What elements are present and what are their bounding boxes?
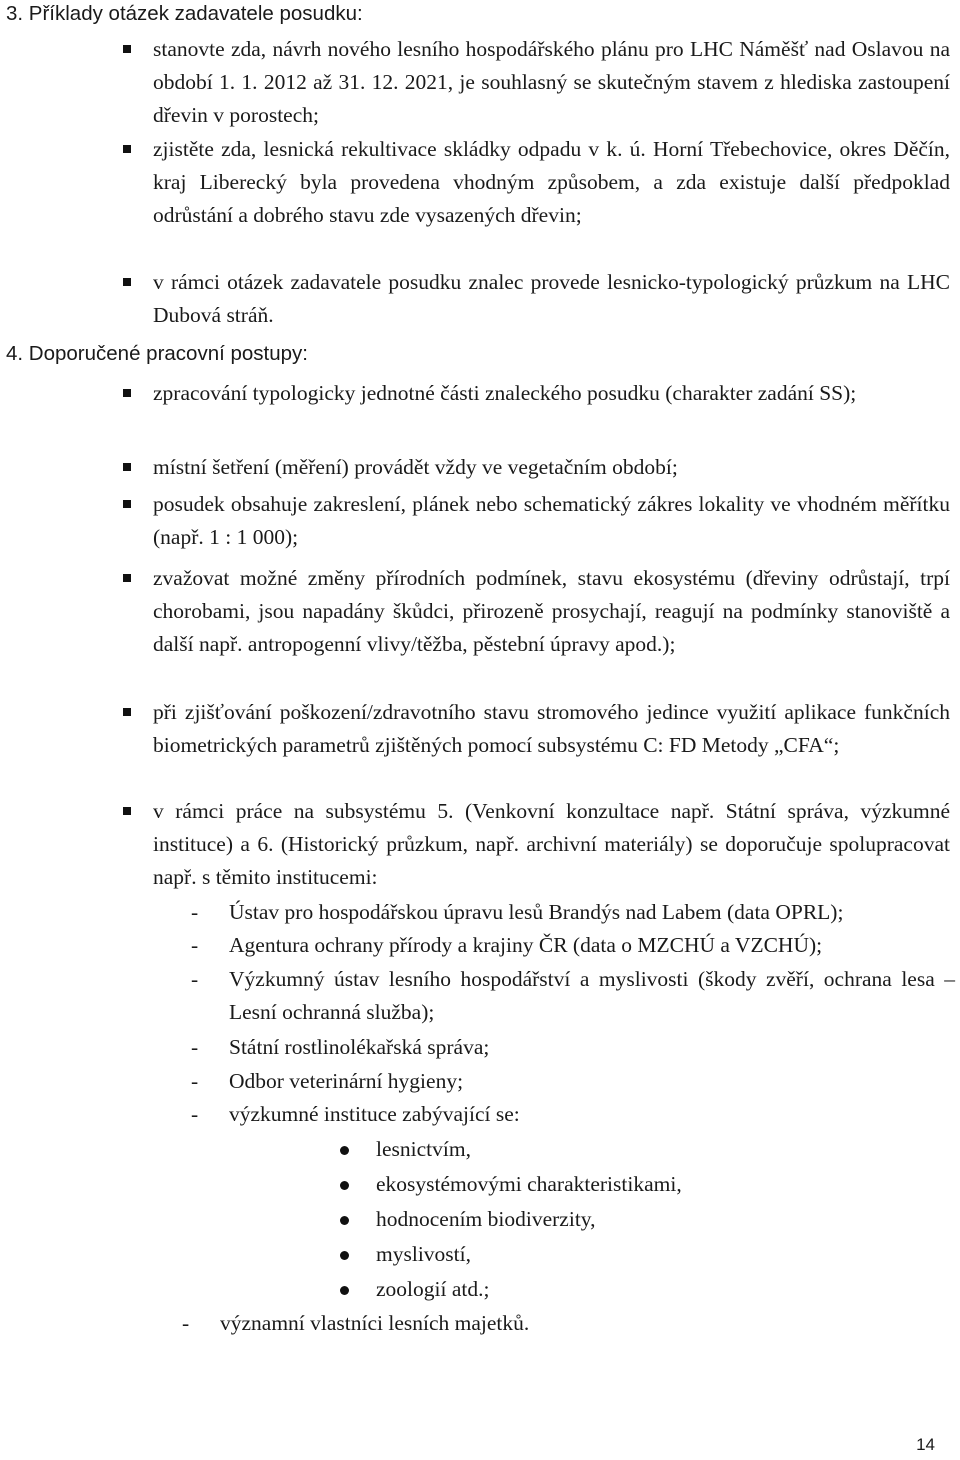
list-item-text: posudek obsahuje zakreslení, plánek nebo schematický zákres lokality ve vhodném měřítku (např. 1 : 1 000); [153,492,950,550]
square-bullet-icon [123,574,131,582]
square-bullet-icon [123,463,131,471]
section-3-heading: 3. Příklady otázek zadavatele posudku: [6,2,363,25]
institution-text: Ústav pro hospodářskou úpravu lesů Brandýs nad Labem (data OPRL); [229,900,844,924]
page-number: 14 [916,1435,935,1454]
round-bullet-icon [340,1181,349,1190]
list-item-text: zpracování typologicky jednotné části znaleckého posudku (charakter zadání SS); [153,381,857,405]
institution-text: Výzkumný ústav lesního hospodářství a myslivosti (škody zvěří, ochrana lesa – Lesní ochranná služba); [229,967,955,1024]
list-item-text: zvažovat možné změny přírodních podmínek, stavu ekosystému (dřeviny odrůstají, trpí chorobami, jsou napadány škůdci, přirozeně prosychají, reagují na podmínky stanoviště a další např. antropogenní vlivy/těžba, pěstební úpravy apod.); [153,566,950,657]
square-bullet-icon [123,45,131,53]
dash-marker: - [182,1311,190,1335]
list-item-text: stanovte zda, návrh nového lesního hospodářského plánu pro LHC Náměšť nad Oslavou na období 1. 1. 2012 až 31. 12. 2021, je souhlasný se skutečným stavem z hlediska zastoupení dřevin v porostech; [153,37,950,128]
institution-text: Státní rostlinolékařská správa; [229,1035,490,1059]
dash-marker: - [191,933,199,957]
institution-text: významní vlastníci lesních majetků. [220,1311,530,1335]
institution-text: Odbor veterinární hygieny; [229,1069,464,1093]
dash-marker: - [191,900,199,924]
round-bullet-icon [340,1216,349,1225]
institution-text: Agentura ochrany přírody a krajiny ČR (data o MZCHÚ a VZCHÚ); [229,933,823,957]
list-item-text: místní šetření (měření) provádět vždy ve vegetačním období; [153,455,678,479]
list-item-text: v rámci otázek zadavatele posudku znalec provede lesnicko-typologický průzkum na LHC Dubová stráň. [153,270,950,328]
list-item-text: zjistěte zda, lesnická rekultivace skládky odpadu v k. ú. Horní Třebechovice, okres Děčín, kraj Liberecký byla provedena vhodným způsobem, a zda existuje další předpoklad odrůstání a dobrého stavu zde vysazených dřevin; [153,137,950,228]
square-bullet-icon [123,807,131,815]
round-bullet-icon [340,1286,349,1295]
section-4-heading: 4. Doporučené pracovní postupy: [6,342,308,365]
dash-marker: - [191,1102,199,1126]
square-bullet-icon [123,278,131,286]
round-bullet-icon [340,1146,349,1155]
topic-text: hodnocením biodiverzity, [376,1207,596,1231]
topic-text: myslivostí, [376,1242,471,1266]
dash-marker: - [191,967,199,991]
dash-marker: - [191,1035,199,1059]
list-item-text: v rámci práce na subsystému 5. (Venkovní konzultace např. Státní správa, výzkumné instituce) a 6. (Historický průzkum, např. archivní materiály) se doporučuje spolupracovat např. s těmito institucemi: [153,799,950,890]
square-bullet-icon [123,708,131,716]
round-bullet-icon [340,1251,349,1260]
dash-marker: - [191,1069,199,1093]
square-bullet-icon [123,145,131,153]
topic-text: ekosystémovými charakteristikami, [376,1172,682,1196]
topic-text: lesnictvím, [376,1137,471,1161]
list-item-text: při zjišťování poškození/zdravotního stavu stromového jedince využití aplikace funkčních biometrických parametrů zjištěných pomocí subsystému C: FD Metody „CFA“; [153,700,950,758]
topic-text: zoologií atd.; [376,1277,490,1301]
square-bullet-icon [123,500,131,508]
institution-text: výzkumné instituce zabývající se: [229,1102,520,1126]
square-bullet-icon [123,389,131,397]
